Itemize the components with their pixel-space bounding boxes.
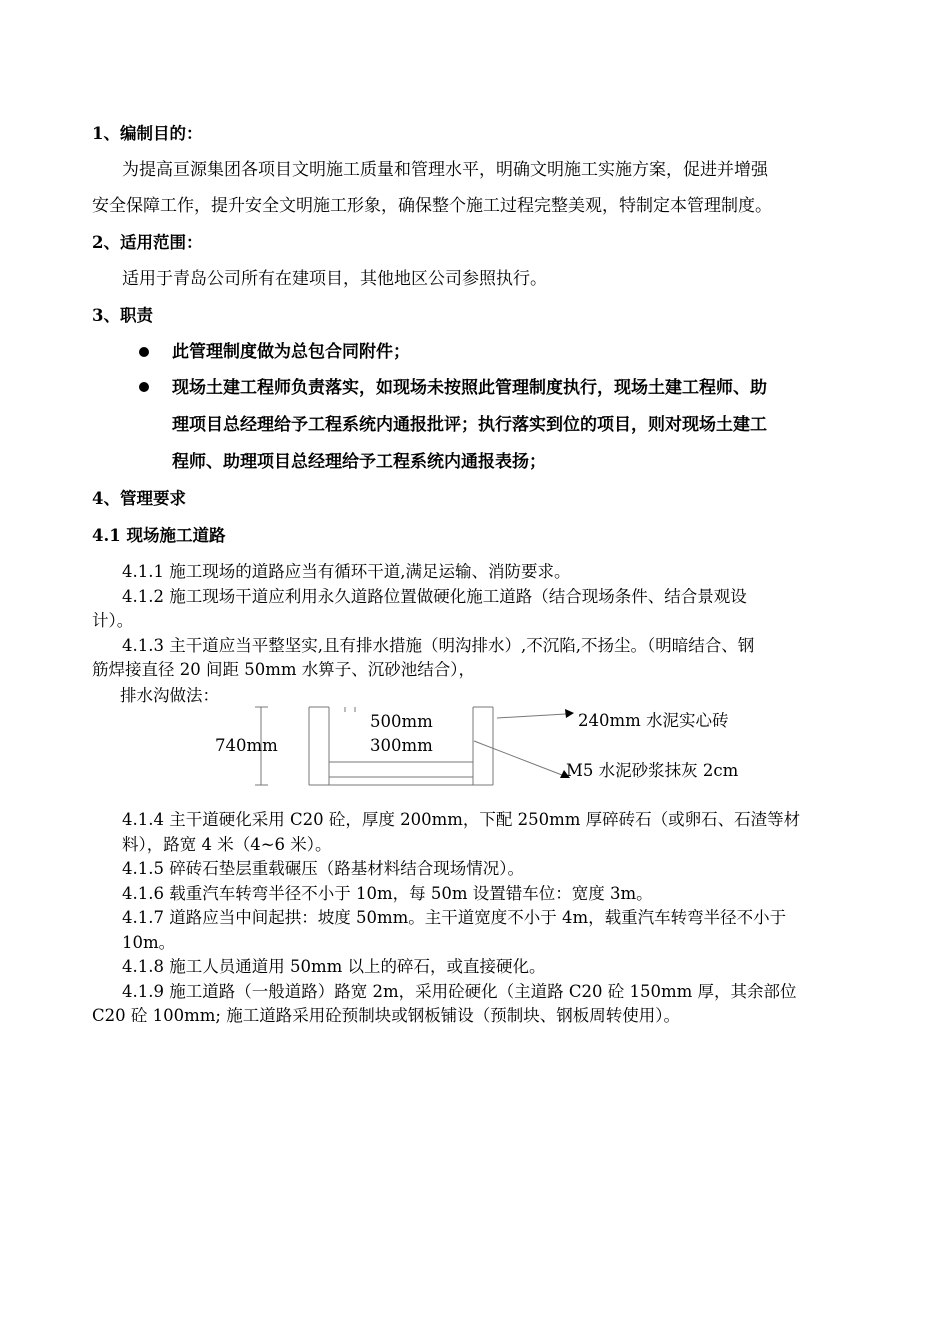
item-4-1-2-line-2: 计）。: [92, 611, 134, 630]
item-4-1-6: 4.1.6 载重汽车转弯半径不小于 10m，每 50m 设置错车位：宽度 3m。: [122, 884, 653, 903]
item-4-1-3-line-1: 4.1.3 主干道应当平整坚实,且有排水措施（明沟排水）,不沉陷,不扬尘。（明暗结合、钢: [122, 636, 755, 655]
section-3-heading: 3、职责: [92, 306, 153, 325]
diagram-mortar-label: M5 水泥砂浆抹灰 2cm: [566, 761, 739, 780]
bullet-2-line-2: 理项目总经理给予工程系统内通报批评；执行落实到位的项目，则对现场土建工: [172, 415, 767, 435]
item-4-1-9-line-1: 4.1.9 施工道路（一般道路）路宽 2m，采用砼硬化（主道路 C20 砼 150mm 厚，其余部位: [122, 982, 797, 1001]
item-4-1-1: 4.1.1 施工现场的道路应当有循环干道,满足运输、消防要求。: [122, 562, 571, 581]
item-4-1-2-line-1: 4.1.2 施工现场干道应利用永久道路位置做硬化施工道路（结合现场条件、结合景观设: [122, 587, 747, 606]
drain-method-label: 排水沟做法：: [120, 686, 219, 705]
section-4-1-subheading: 4.1 现场施工道路: [92, 526, 226, 545]
item-4-1-5: 4.1.5 碎砖石垫层重载碾压（路基材料结合现场情况）。: [122, 859, 524, 878]
item-4-1-7-line-2: 10m。: [122, 933, 176, 952]
item-4-1-8: 4.1.8 施工人员通道用 50mm 以上的碎石，或直接硬化。: [122, 957, 546, 976]
diagram-inner-width-label: 300mm: [370, 736, 433, 755]
item-4-1-7-line-1: 4.1.7 道路应当中间起拱：坡度 50mm。主干道宽度不小于 4m，载重汽车转弯半径不小于: [122, 908, 787, 927]
section-4-heading: 4、管理要求: [92, 489, 186, 508]
section-2-heading: 2、适用范围：: [92, 233, 203, 252]
section-2-line-1: 适用于青岛公司所有在建项目，其他地区公司参照执行。: [122, 269, 547, 289]
item-4-1-9-line-2: C20 砼 100mm; 施工道路采用砼预制块或钢板铺设（预制块、钢板周转使用）。: [92, 1006, 680, 1025]
bullet-2-line-3: 程师、助理项目总经理给予工程系统内通报表扬；: [172, 452, 546, 472]
section-1-line-2: 安全保障工作，提升安全文明施工形象，确保整个施工过程完整美观，特制定本管理制度。: [92, 196, 772, 216]
item-4-1-4-line-2: 料），路宽 4 米（4~6 米）。: [122, 835, 332, 854]
item-4-1-3-line-2: 筋焊接直径 20 间距 50mm 水箅子、沉砂池结合），: [92, 660, 476, 679]
bullet-1-line-1: 此管理制度做为总包合同附件；: [172, 342, 410, 362]
item-4-1-4-line-1: 4.1.4 主干道硬化采用 C20 砼，厚度 200mm，下配 250mm 厚碎砖石（或卵石、石渣等材: [122, 810, 801, 829]
section-1-line-1: 为提高亘源集团各项目文明施工质量和管理水平，明确文明施工实施方案，促进并增强: [122, 160, 768, 180]
diagram-outer-width-label: 500mm: [370, 712, 433, 731]
diagram-height-label: 740mm: [215, 736, 278, 755]
section-1-heading: 1、编制目的：: [92, 124, 203, 143]
diagram-brick-label: 240mm 水泥实心砖: [578, 711, 729, 730]
bullet-2-line-1: 现场土建工程师负责落实，如现场未按照此管理制度执行，现场土建工程师、助: [172, 378, 767, 398]
